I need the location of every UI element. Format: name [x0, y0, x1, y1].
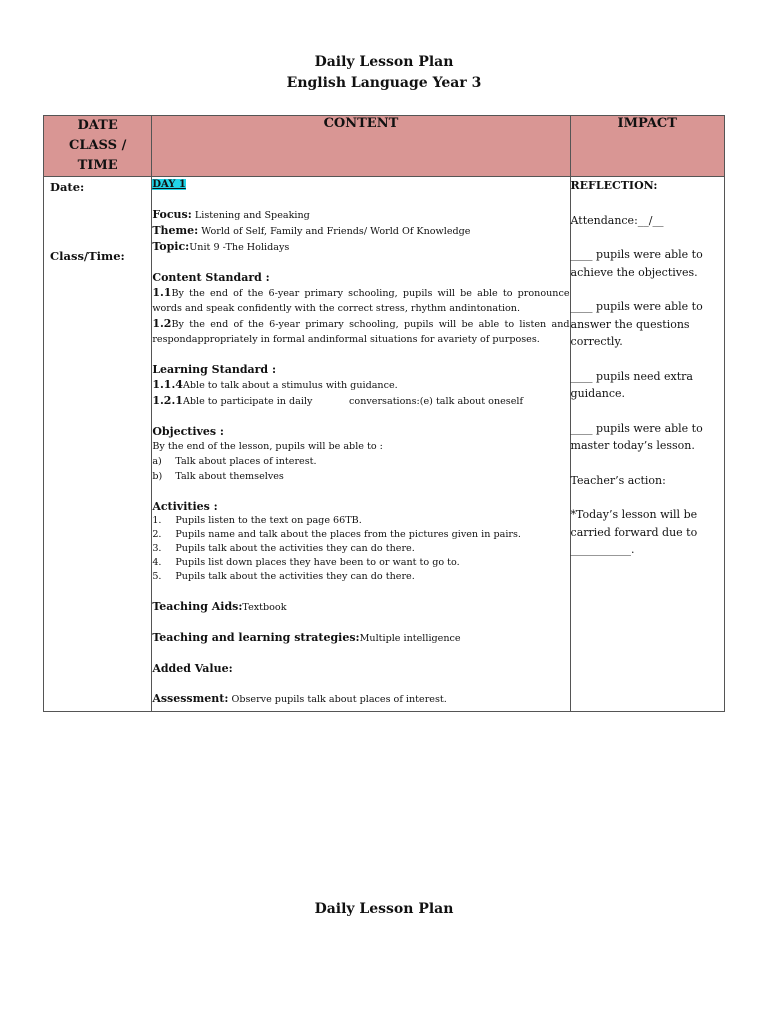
- objectives-label: Objectives :: [152, 425, 224, 438]
- activity-item: 3. Pupils talk about the activities they can do there.: [152, 543, 415, 554]
- header-content: CONTENT: [152, 116, 570, 177]
- impact-guidance: ____ pupils need extra guidance.: [570, 369, 693, 400]
- objectives-intro: By the end of the lesson, pupils will be able to :: [152, 441, 383, 452]
- content-standard-label: Content Standard :: [152, 271, 270, 284]
- content-standard-item: 1.2By the end of the 6-year primary schooling, pupils will be able to listen and respondappropriately in formal andinformal situations for avariety of purposes.: [152, 317, 570, 345]
- objective-item: a) Talk about places of interest.: [152, 456, 317, 467]
- theme-line: Theme: World of Self, Family and Friends/ World Of Knowledge: [152, 224, 471, 237]
- learning-standard-label: Learning Standard :: [152, 363, 277, 376]
- activity-item: 1. Pupils listen to the text on page 66TB.: [152, 515, 362, 526]
- objective-item: b) Talk about themselves: [152, 471, 284, 482]
- table-body-row: [44, 177, 725, 712]
- strategies-line: Teaching and learning strategies:Multiple intelligence: [152, 631, 461, 644]
- learning-standard-item: 1.1.4Able to talk about a stimulus with guidance.: [152, 378, 398, 391]
- day-badge: DAY 1: [152, 179, 186, 190]
- activity-item: 5. Pupils talk about the activities they can do there.: [152, 571, 415, 582]
- date-class-cell: [44, 177, 152, 712]
- teaching-aids-line: Teaching Aids:Textbook: [152, 600, 287, 613]
- assessment-line: Assessment: Observe pupils talk about places of interest.: [152, 692, 447, 705]
- header-date-class-time-text: DATE CLASS / TIME: [68, 118, 127, 173]
- activity-item: 4. Pupils list down places they have been to or want to go to.: [152, 557, 460, 568]
- learning-standard-item: 1.2.1Able to participate in daily conversations:(e) talk about oneself: [152, 394, 524, 407]
- lesson-plan-table: [43, 115, 725, 712]
- reflection-label: REFLECTION:: [570, 179, 658, 192]
- impact-answer: ____ pupils were able to answer the questions correctly.: [570, 300, 703, 348]
- teacher-action-label: Teacher’s action:: [570, 473, 666, 487]
- focus-line: Focus: Listening and Speaking: [152, 208, 310, 221]
- page-subtitle: English Language Year 3: [286, 75, 482, 91]
- impact-achieve: ____ pupils were able to achieve the objectives.: [570, 248, 703, 279]
- content-standard-item: 1.1By the end of the 6-year primary schooling, pupils will be able to pronounce words and speak confidently with the correct stress, rhythm andintonation.: [152, 286, 570, 314]
- page-title: Daily Lesson Plan: [314, 54, 454, 70]
- activities-label: Activities :: [152, 500, 218, 513]
- impact-master: ____ pupils were able to master today’s lesson.: [570, 421, 703, 452]
- added-value-label: Added Value:: [152, 662, 233, 675]
- header-date-class-time: [44, 116, 152, 177]
- footer-title: Daily Lesson Plan: [314, 901, 454, 917]
- impact-cell: [570, 177, 724, 712]
- attendance-line: Attendance:__/__: [570, 213, 664, 227]
- header-impact: IMPACT: [570, 116, 724, 177]
- topic-line: Topic:Unit 9 -The Holidays: [152, 240, 290, 253]
- activity-item: 2. Pupils name and talk about the places from the pictures given in pairs.: [152, 529, 521, 540]
- content-cell: [152, 177, 570, 712]
- date-label: Date:: [50, 180, 85, 194]
- class-time-label: Class/Time:: [50, 249, 125, 263]
- table-header-row: [44, 116, 725, 177]
- carried-forward-note: *Today’s lesson will be carried forward due to ___________.: [570, 508, 698, 556]
